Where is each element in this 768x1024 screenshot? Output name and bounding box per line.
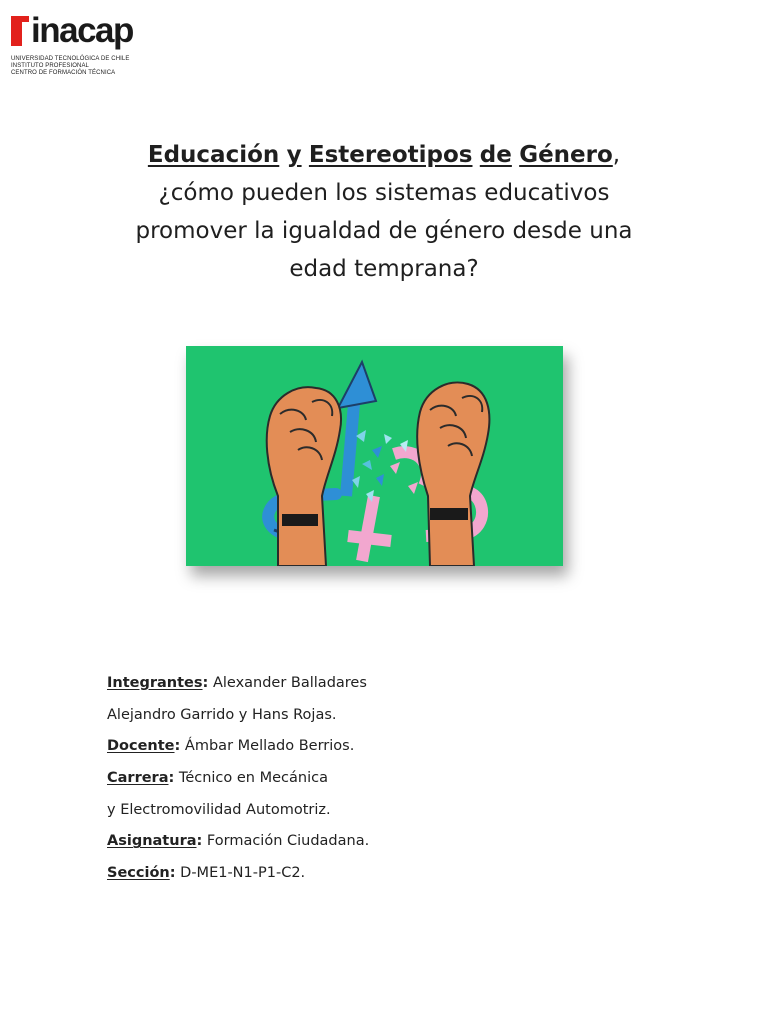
logo-subtitle xyxy=(11,56,129,77)
cover-illustration xyxy=(186,346,563,566)
info-row-integrantes-cont: Alejandro Garrido y Hans Rojas. xyxy=(107,706,337,723)
title-line-3: promover la igualdad de género desde una xyxy=(135,218,633,244)
title-word: de xyxy=(479,142,512,168)
info-row-docente: Docente: Ámbar Mellado Berrios. xyxy=(107,738,355,755)
title-word: y xyxy=(286,142,302,168)
broken-handcuffs-illustration xyxy=(186,346,563,566)
info-row-carrera-cont: y Electromovilidad Automotriz. xyxy=(107,801,331,818)
inacap-logo xyxy=(11,11,141,84)
title-line-4: edad temprana? xyxy=(289,256,479,282)
info-row-carrera: Carrera: Técnico en Mecánica xyxy=(107,770,328,787)
logo-subtitle-line: INSTITUTO PROFESIONAL xyxy=(11,63,89,69)
info-label: Asignatura xyxy=(107,833,197,850)
info-label: Integrantes xyxy=(107,675,203,691)
info-value: Alexander Balladares xyxy=(208,675,367,691)
logo-subtitle-line: UNIVERSIDAD TECNOLÓGICA DE CHILE xyxy=(11,56,130,62)
title-word: Educación xyxy=(147,142,280,168)
title-comma: , xyxy=(612,142,621,168)
logo-subtitle-line: CENTRO DE FORMACIÓN TÉCNICA xyxy=(11,70,116,76)
cover-info xyxy=(107,668,667,890)
logo-wordmark: inacap xyxy=(31,11,133,50)
info-row-integrantes: Integrantes: Alexander Balladares xyxy=(107,675,367,691)
info-value: D-ME1-N1-P1-C2. xyxy=(175,865,306,882)
info-value: Formación Ciudadana. xyxy=(202,833,370,850)
info-label: Docente xyxy=(107,738,175,755)
info-value: Técnico en Mecánica xyxy=(174,770,328,787)
info-row-seccion: Sección: D-ME1-N1-P1-C2. xyxy=(107,865,306,882)
info-row-asignatura: Asignatura: Formación Ciudadana. xyxy=(107,833,370,850)
document-title xyxy=(84,136,684,288)
title-line-2: ¿cómo pueden los sistemas educativos xyxy=(158,180,610,206)
info-label: Carrera xyxy=(107,770,169,787)
info-value: Ámbar Mellado Berrios. xyxy=(180,738,355,755)
title-word: Estereotipos xyxy=(308,142,473,168)
info-label: Sección xyxy=(107,865,170,882)
title-word: Género xyxy=(519,142,613,168)
title-line-1 xyxy=(84,136,684,174)
